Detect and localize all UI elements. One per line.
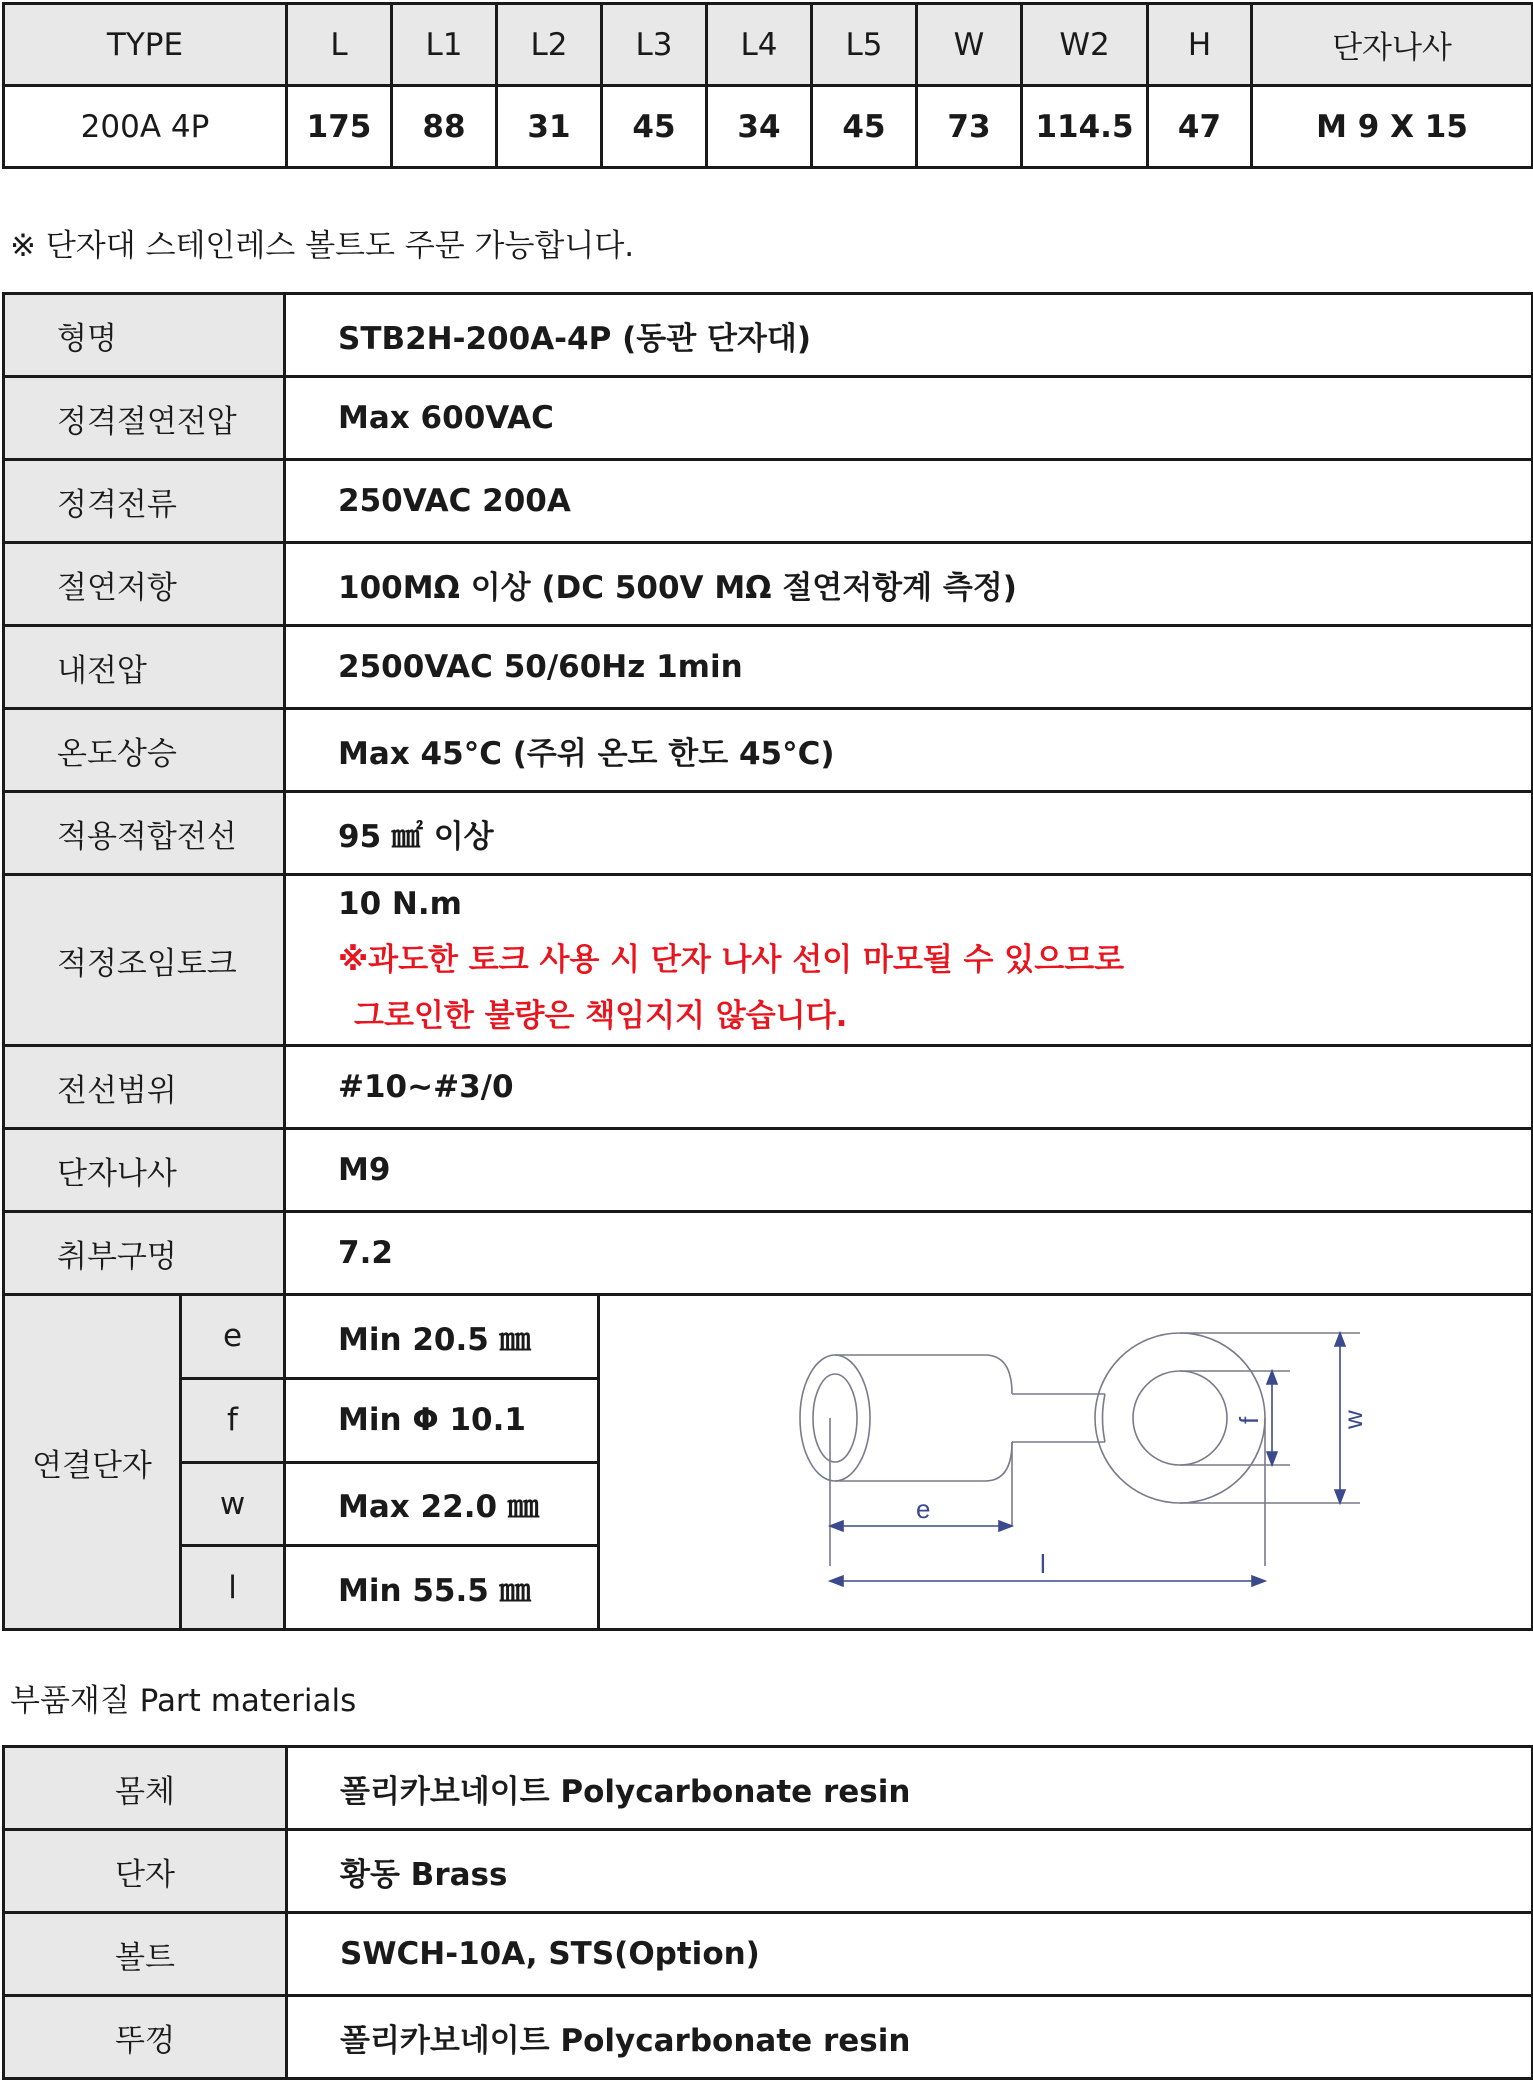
spec-value-torque-cell bbox=[285, 875, 1533, 1046]
spec-row bbox=[4, 1046, 1533, 1129]
w-arrow-top bbox=[1335, 1333, 1345, 1346]
connection-row-e bbox=[4, 1295, 1533, 1379]
material-value-cover: 폴리카보네이트 Polycarbonate resin bbox=[287, 1996, 1533, 2079]
spec-row bbox=[4, 460, 1533, 543]
dim-value-w2: 114.5 bbox=[1022, 86, 1148, 168]
dim-header-l: L bbox=[287, 4, 392, 86]
dim-header-l5: L5 bbox=[812, 4, 917, 86]
spec-row bbox=[4, 294, 1533, 377]
dim-value-type: 200A 4P bbox=[4, 86, 287, 168]
barrel-shoulder-top bbox=[985, 1355, 1012, 1394]
spec-label-temperature-rise: 온도상승 bbox=[4, 709, 285, 792]
spec-row bbox=[4, 1212, 1533, 1295]
connection-value-f: Min Φ 10.1 bbox=[285, 1378, 599, 1462]
material-value-bolt: SWCH-10A, STS(Option) bbox=[287, 1913, 1533, 1996]
dim-value-l4: 34 bbox=[707, 86, 812, 168]
spec-label-wire: 적용적합전선 bbox=[4, 792, 285, 875]
spec-label-mounting-hole: 취부구멍 bbox=[4, 1212, 285, 1295]
dim-header-type: TYPE bbox=[4, 4, 287, 86]
connection-value-l: Min 55.5 ㎜ bbox=[285, 1546, 599, 1630]
connection-value-w: Max 22.0 ㎜ bbox=[285, 1462, 599, 1546]
f-arrow-top bbox=[1267, 1371, 1277, 1384]
e-arrow-right bbox=[999, 1521, 1012, 1531]
dim-header-l4: L4 bbox=[707, 4, 812, 86]
materials-title: 부품재질 Part materials bbox=[10, 1683, 357, 1719]
e-arrow-left bbox=[830, 1521, 843, 1531]
barrel-inner-ellipse bbox=[813, 1374, 857, 1462]
material-label-bolt: 볼트 bbox=[4, 1913, 287, 1996]
dim-header-l3: L3 bbox=[602, 4, 707, 86]
material-label-terminal: 단자 bbox=[4, 1830, 287, 1913]
spec-value-temperature-rise: Max 45°C (주위 온도 한도 45°C) bbox=[285, 709, 1533, 792]
dim-value-l2: 31 bbox=[497, 86, 602, 168]
torque-value: 10 N.m bbox=[338, 886, 462, 922]
dim-header-l2: L2 bbox=[497, 4, 602, 86]
diagram-label-f: f bbox=[1234, 1416, 1264, 1424]
diagram-label-l: l bbox=[1040, 1549, 1046, 1579]
barrel-shoulder-bottom bbox=[985, 1442, 1012, 1481]
dimension-table bbox=[2, 2, 1533, 169]
spec-value-withstand-voltage: 2500VAC 50/60Hz 1min bbox=[285, 626, 1533, 709]
dim-header-h: H bbox=[1148, 4, 1252, 86]
connection-value-e: Min 20.5 ㎜ bbox=[285, 1295, 599, 1379]
dim-value-l: 175 bbox=[287, 86, 392, 168]
material-row bbox=[4, 1830, 1533, 1913]
dimension-header-row bbox=[4, 4, 1533, 86]
stainless-bolt-note: ※ 단자대 스테인레스 볼트도 주문 가능합니다. bbox=[10, 228, 635, 264]
w-arrow-bottom bbox=[1335, 1490, 1345, 1503]
spec-label-rated-current: 정격전류 bbox=[4, 460, 285, 543]
spec-label-model: 형명 bbox=[4, 294, 285, 377]
material-value-body: 폴리카보네이트 Polycarbonate resin bbox=[287, 1747, 1533, 1830]
dim-header-w: W bbox=[917, 4, 1022, 86]
spec-row bbox=[4, 709, 1533, 792]
connection-sub-w: w bbox=[181, 1462, 285, 1546]
spec-value-rated-current: 250VAC 200A bbox=[285, 460, 1533, 543]
spec-value-wire-range: #10~#3/0 bbox=[285, 1046, 1533, 1129]
spec-row bbox=[4, 1129, 1533, 1212]
spec-row bbox=[4, 377, 1533, 460]
neck-end bbox=[1103, 1394, 1106, 1442]
connection-sub-e: e bbox=[181, 1295, 285, 1379]
l-arrow-left bbox=[830, 1576, 843, 1586]
spec-label-wire-range: 전선범위 bbox=[4, 1046, 285, 1129]
spec-value-mounting-hole: 7.2 bbox=[285, 1212, 1533, 1295]
spec-row bbox=[4, 626, 1533, 709]
diagram-label-w: w bbox=[1338, 1410, 1368, 1429]
dim-value-l5: 45 bbox=[812, 86, 917, 168]
dim-value-screw: M 9 X 15 bbox=[1252, 86, 1533, 168]
spec-row bbox=[4, 792, 1533, 875]
spec-label-insulation-resistance: 절연저항 bbox=[4, 543, 285, 626]
f-arrow-bottom bbox=[1267, 1452, 1277, 1465]
material-label-body: 몸체 bbox=[4, 1747, 287, 1830]
dim-value-l1: 88 bbox=[392, 86, 497, 168]
dim-header-screw: 단자나사 bbox=[1252, 4, 1533, 86]
ring-inner-circle bbox=[1133, 1371, 1227, 1465]
material-row bbox=[4, 1747, 1533, 1830]
connection-sub-f: f bbox=[181, 1378, 285, 1462]
spec-value-terminal-screw: M9 bbox=[285, 1129, 1533, 1212]
ring-terminal-diagram bbox=[600, 1296, 1533, 1628]
spec-value-model: STB2H-200A-4P (동관 단자대) bbox=[285, 294, 1533, 377]
material-label-cover: 뚜껑 bbox=[4, 1996, 287, 2079]
dim-value-h: 47 bbox=[1148, 86, 1252, 168]
spec-value-insulation-voltage: Max 600VAC bbox=[285, 377, 1533, 460]
connection-label: 연결단자 bbox=[4, 1295, 181, 1630]
spec-table bbox=[2, 292, 1533, 1631]
dim-value-w: 73 bbox=[917, 86, 1022, 168]
spec-row bbox=[4, 543, 1533, 626]
materials-table bbox=[2, 1745, 1533, 2080]
torque-warning-line-2: 그로인한 불량은 책임지지 않습니다. bbox=[354, 998, 848, 1034]
spec-row-torque bbox=[4, 875, 1533, 1046]
ring-terminal-diagram-cell bbox=[599, 1295, 1533, 1630]
connection-sub-l: l bbox=[181, 1546, 285, 1630]
spec-value-insulation-resistance: 100MΩ 이상 (DC 500V MΩ 절연저항계 측정) bbox=[285, 543, 1533, 626]
material-value-terminal: 황동 Brass bbox=[287, 1830, 1533, 1913]
torque-warning-line-1: ※과도한 토크 사용 시 단자 나사 선이 마모될 수 있으므로 bbox=[338, 942, 1125, 978]
dim-header-l1: L1 bbox=[392, 4, 497, 86]
material-row bbox=[4, 1996, 1533, 2079]
l-arrow-right bbox=[1252, 1576, 1265, 1586]
diagram-label-e: e bbox=[916, 1494, 931, 1524]
spec-label-insulation-voltage: 정격절연전압 bbox=[4, 377, 285, 460]
dim-value-l3: 45 bbox=[602, 86, 707, 168]
dim-header-w2: W2 bbox=[1022, 4, 1148, 86]
spec-label-withstand-voltage: 내전압 bbox=[4, 626, 285, 709]
material-row bbox=[4, 1913, 1533, 1996]
spec-value-wire: 95 ㎟ 이상 bbox=[285, 792, 1533, 875]
spec-label-torque: 적정조임토크 bbox=[4, 875, 285, 1046]
spec-label-terminal-screw: 단자나사 bbox=[4, 1129, 285, 1212]
dimension-value-row bbox=[4, 86, 1533, 168]
